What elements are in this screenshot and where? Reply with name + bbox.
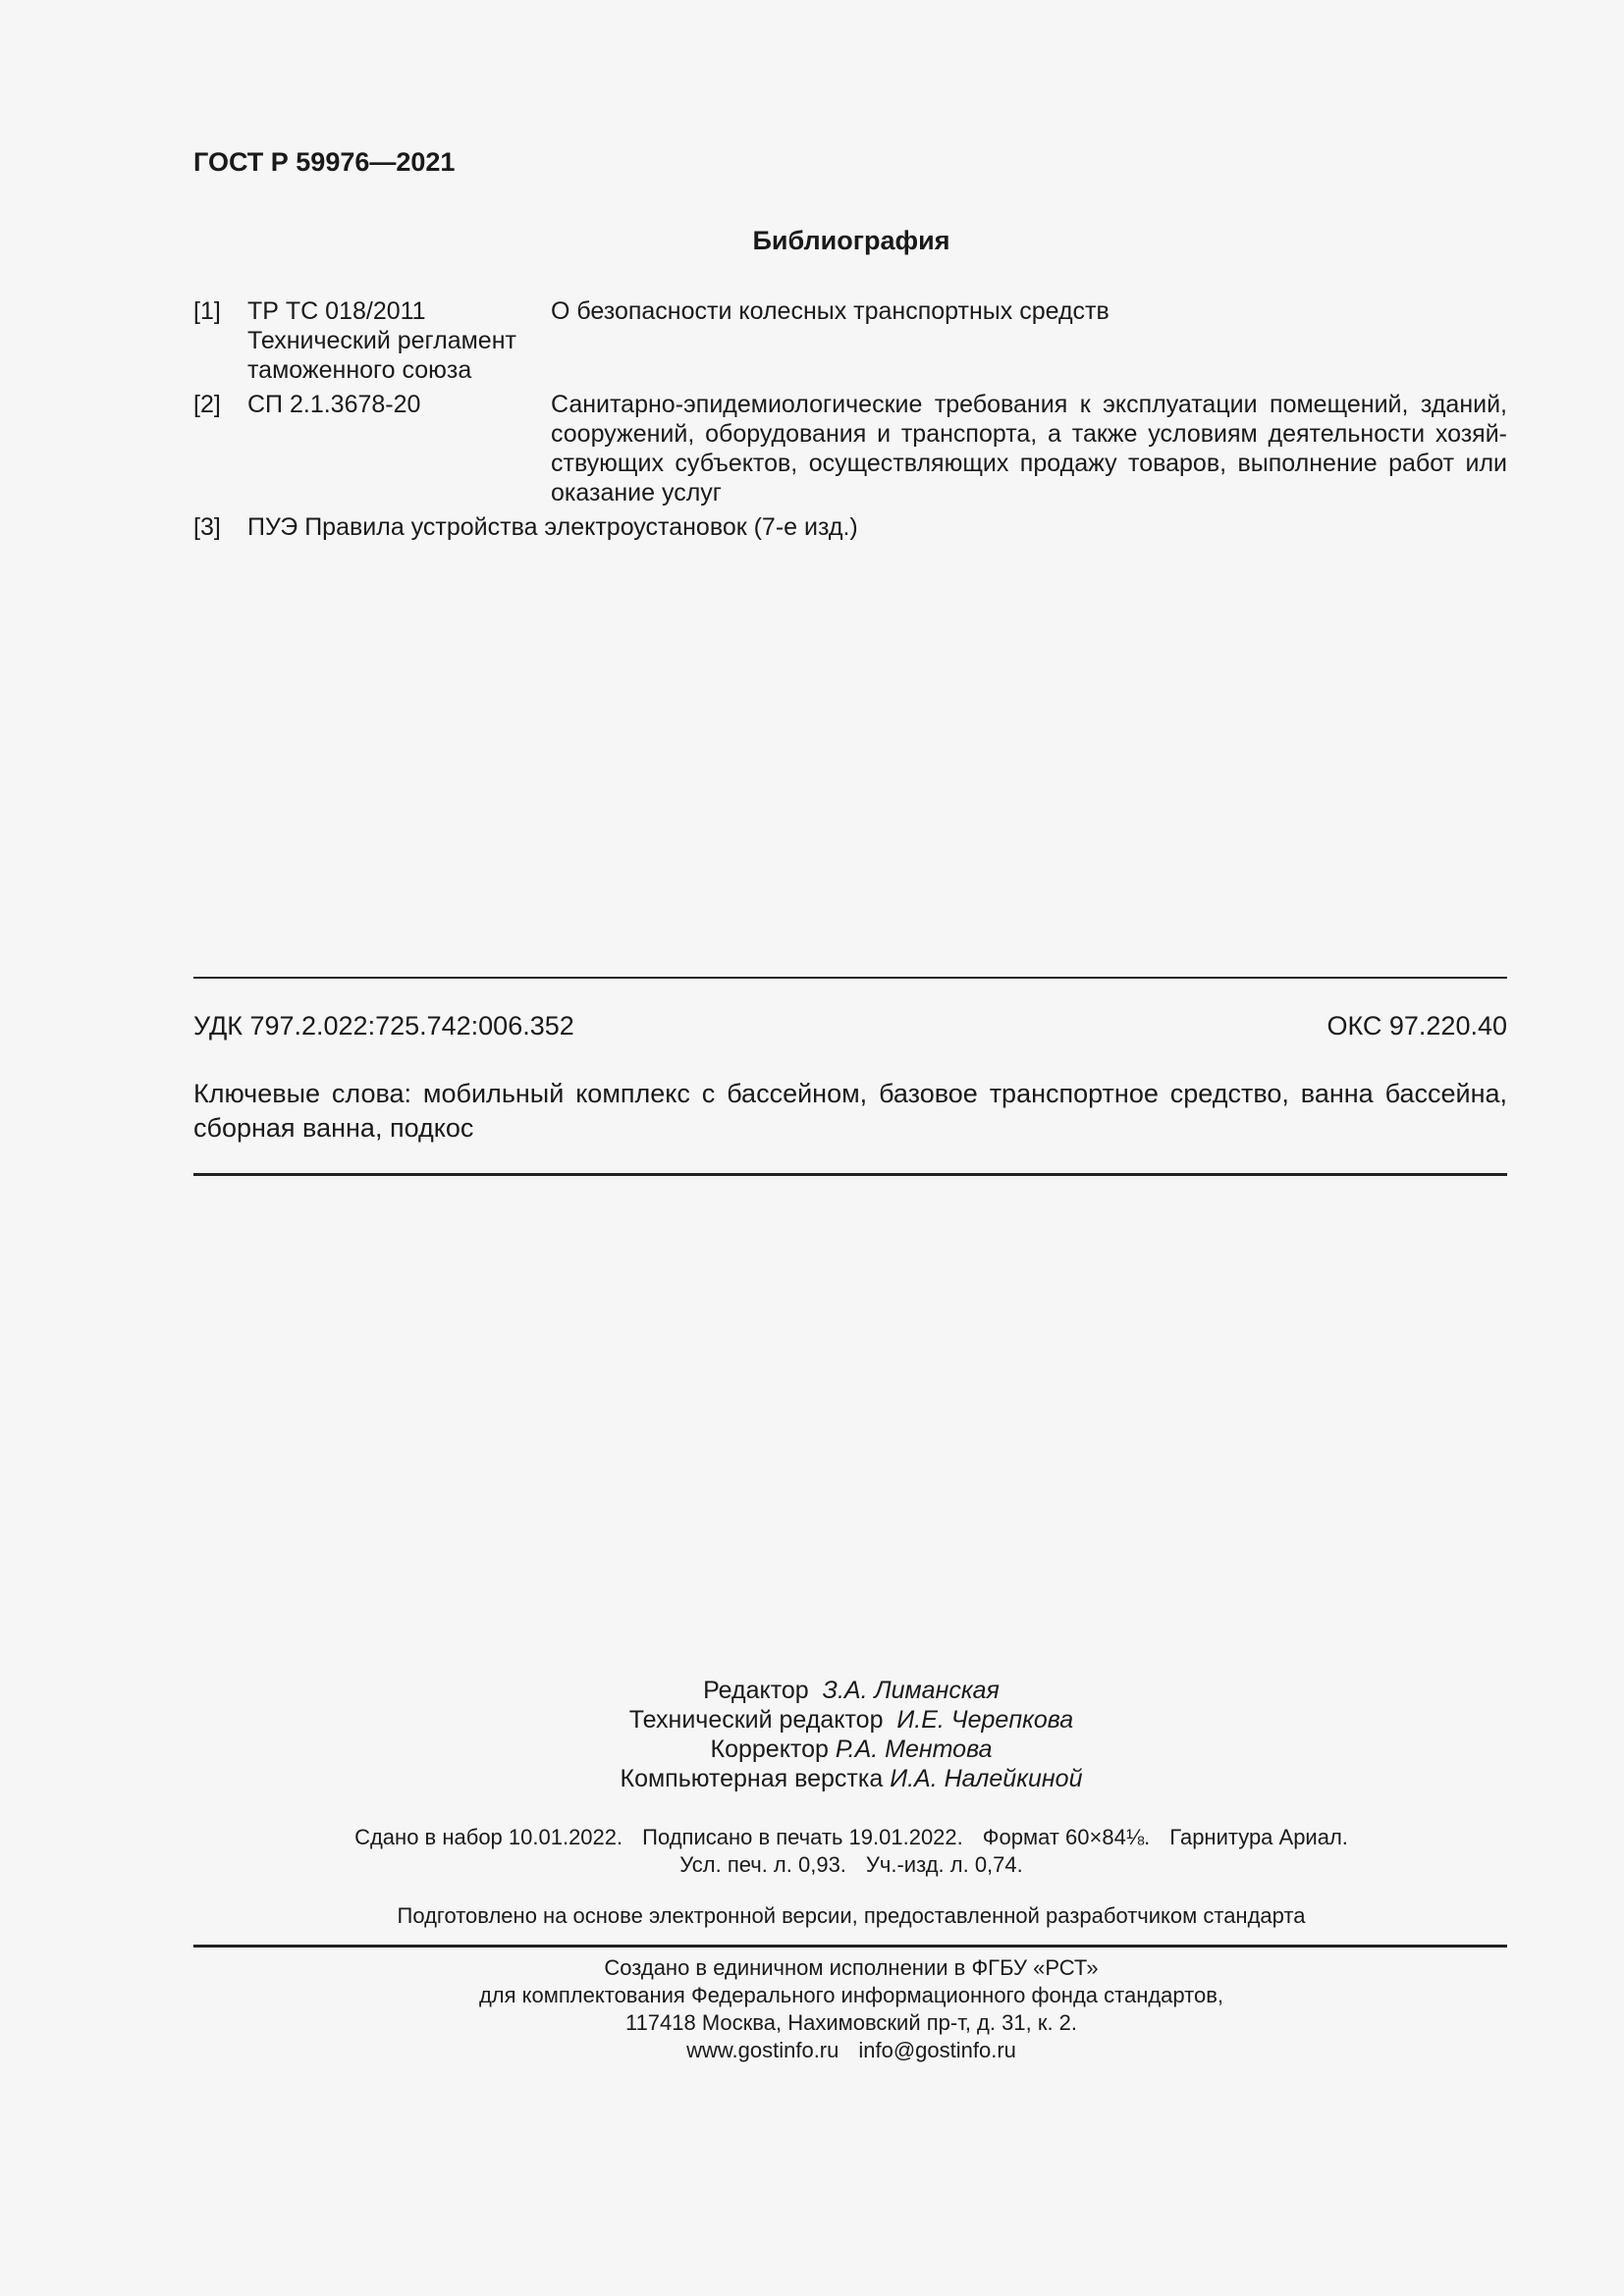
layout-name: И.А. Налейкиной: [890, 1765, 1083, 1792]
keywords: Ключевые слова: мобильный комплекс с бассейном, базовое транспортное средство, ванна бассейна, сборная ванна, подкос: [193, 1079, 1507, 1143]
divider-top: [193, 977, 1507, 979]
bib-entry-1-number: [1]: [193, 297, 221, 325]
bib-entry-2-reference: [247, 390, 542, 419]
bib-entry-1-ref-line: таможенного союза: [247, 356, 472, 384]
imprint-signed: Подписано в печать 19.01.2022.: [642, 1825, 963, 1849]
imprint-prepared: Подготовлено на основе электронной версии, предоставленной разработчиком стандарта: [397, 1903, 1306, 1928]
footer-site-link[interactable]: www.gostinfo.ru: [686, 2038, 839, 2062]
editor-label: Редактор: [703, 1677, 809, 1704]
bib-entry-2-number: [2]: [193, 391, 221, 418]
credit-layout: [0, 1764, 1624, 1793]
footer-line-2: для комплектования Федерального информационного фонда стандартов,: [478, 1983, 1224, 2007]
layout-label: Компьютерная верстка: [620, 1765, 884, 1792]
footer-contacts: [0, 2037, 1624, 2064]
corrector-name: Р.А. Ментова: [835, 1735, 993, 1763]
imprint-pub-sheets: Уч.-изд. л. 0,74.: [865, 1852, 1023, 1877]
credit-corrector: [0, 1735, 1624, 1764]
credit-tech-editor: [0, 1705, 1624, 1735]
footer-email-link[interactable]: info@gostinfo.ru: [858, 2038, 1016, 2062]
editor-name: З.А. Лиманская: [822, 1677, 1000, 1704]
imprint-print-sheets: Усл. печ. л. 0,93.: [679, 1852, 846, 1877]
bib-entry-3-number: [3]: [193, 513, 221, 541]
udk-code: УДК 797.2.022:725.742:006.352: [193, 1011, 574, 1041]
bib-entry-2-description: Санитарно-эпидемиологические требования к эксплуатации помещений, зданий, сооружений, оборудования и транспорта, а также условиям деятельности хозяйствующих субъектов, осуществляющих продажу товаров, выполнение работ или оказание услуг: [551, 391, 1507, 507]
tech-editor-label: Технический редактор: [628, 1706, 884, 1734]
imprint-font: Гарнитура Ариал.: [1169, 1825, 1348, 1849]
corrector-label: Корректор: [710, 1735, 829, 1763]
document-code: ГОСТ Р 59976—2021: [193, 147, 456, 177]
divider-keywords: [193, 1173, 1507, 1176]
bib-entry-1-ref-line: ТР ТС 018/2011: [247, 297, 426, 325]
imprint-format: Формат 60×84⅛.: [982, 1825, 1151, 1849]
footer-block: [0, 1954, 1624, 2064]
bib-entry-3-text: ПУЭ Правила устройства электроустановок (7-е изд.): [247, 513, 858, 541]
bib-entry-1-description: О безопасности колесных транспортных средств: [551, 297, 1110, 325]
imprint-block: [0, 1824, 1624, 1879]
imprint-line-1: [0, 1824, 1624, 1851]
footer-line-3: 117418 Москва, Нахимовский пр-т, д. 31, к. 2.: [624, 2010, 1078, 2035]
imprint-sent: Сдано в набор 10.01.2022.: [354, 1825, 623, 1849]
tech-editor-name: И.Е. Черепкова: [896, 1706, 1074, 1734]
footer-line-1: Создано в единичном исполнении в ФГБУ «РСТ»: [604, 1955, 1099, 1980]
credit-editor: [0, 1676, 1624, 1705]
bib-entry-1-reference: [247, 296, 542, 385]
bib-entry-1-ref-line: Технический регламент: [247, 327, 516, 354]
divider-footer: [193, 1945, 1507, 1948]
bib-entry-2-ref-line: СП 2.1.3678-20: [247, 391, 421, 418]
imprint-line-2: [0, 1851, 1624, 1879]
oks-code: ОКС 97.220.40: [1326, 1011, 1507, 1041]
bibliography-title: Библиография: [752, 226, 950, 255]
credits-block: [0, 1676, 1624, 1793]
